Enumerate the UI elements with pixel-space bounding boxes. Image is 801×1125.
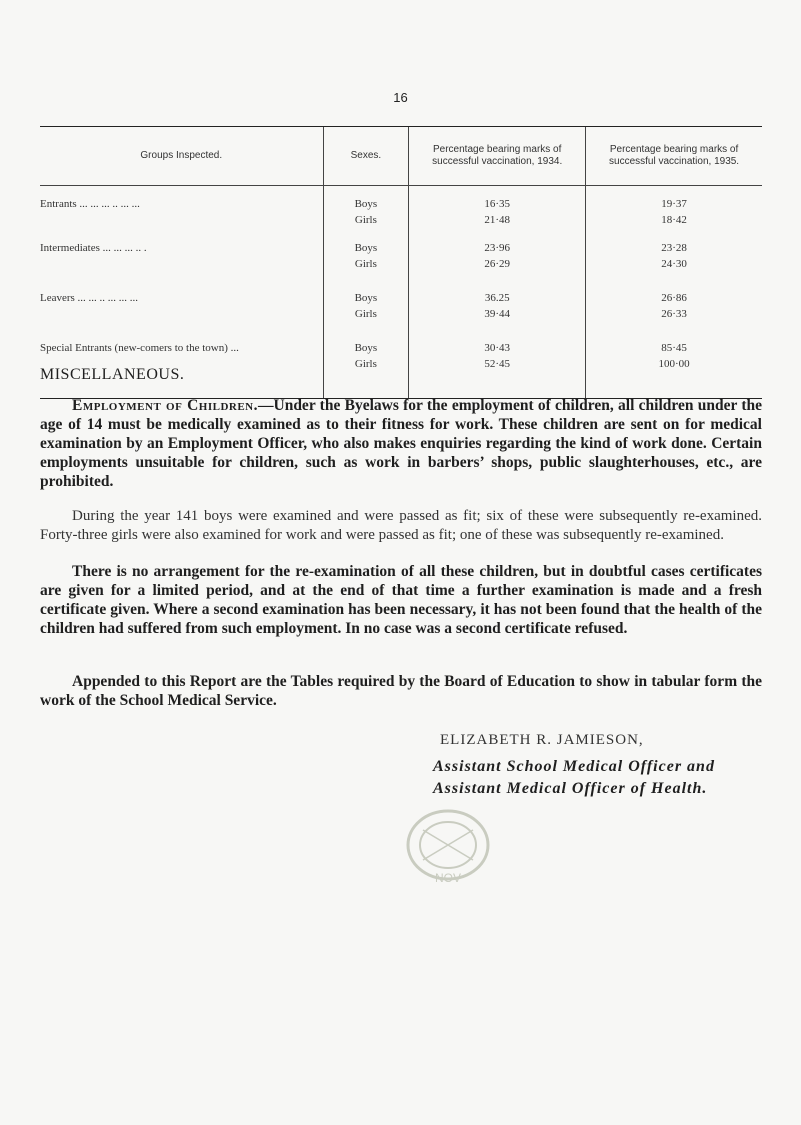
paragraph-re-examination: There is no arrangement for the re-examination of all these children, but in doubtful cases certificates are given for a limited period, and at the end of that time a further examination is made and a fresh certificate given. Where a second examination has been necessary, it has not been found that the health of the children had suffered from such employment. In no case was a second certificate refused. [40,563,762,637]
pct-1934-boys: 16·35 [484,198,511,210]
sex-boys: Boys [354,342,378,354]
pct-1934-girls: 52·45 [484,358,511,370]
pct-1935-cell [586,340,762,399]
pct-1935-girls: 100·00 [658,358,690,370]
page-number: 16 [393,90,408,105]
signature-name: ELIZABETH R. JAMIESON, [440,732,644,748]
pct-1934-girls: 21·48 [484,214,511,226]
sex-girls: Girls [354,214,377,226]
pct-1935-girls: 18·42 [661,214,687,226]
table-row [40,240,762,290]
pct-1935-boys: 19·37 [661,198,687,210]
stamp-text: NOV [434,871,462,885]
table-row [40,290,762,340]
pct-1935-boys: 26·86 [661,292,687,304]
pct-1935-boys: 23·28 [661,242,687,254]
pct-1935-cell [586,240,762,290]
pct-1934-boys: 23·96 [484,242,511,254]
header-groups: Groups Inspected. [40,127,323,186]
header-sexes: Sexes. [323,127,409,186]
pct-1934-boys: 36.25 [484,292,510,304]
pct-1934-cell [409,340,586,399]
pct-1934-cell [409,186,586,241]
paragraph-appendix: Appended to this Report are the Tables required by the Board of Education to show in tabular form the work of the School Medical Service. [40,673,762,709]
sex-boys: Boys [354,242,378,254]
sex-girls: Girls [354,308,377,320]
group-name: Entrants ... ... ... .. ... ... [40,198,140,210]
vaccination-table [40,126,762,399]
sexes-cell [323,290,409,340]
header-pct-1935: Percentage bearing marks of successful vaccination, 1935. [586,127,762,186]
sex-boys: Boys [354,198,378,210]
pct-1935-girls: 26·33 [661,308,687,320]
library-stamp-icon [393,800,503,890]
paragraph-lead: Employment of Children. [72,397,258,414]
paragraph-examinations: During the year 141 boys were examined and were passed as fit; six of these were subsequently re-examined. Forty-three girls were also examined for work and were passed as fit; one of these was subsequently re-examined. [40,508,762,543]
sexes-cell [323,186,409,241]
pct-1935-cell [586,290,762,340]
sex-girls: Girls [354,258,377,270]
signature-title-2: Assistant Medical Officer of Health. [433,780,708,797]
table-header-row [40,127,762,186]
paragraph-body: —Under the Byelaws for the employment of children, all children under the age of 14 must be medically examined as to their fitness for work. These children are sent on for medical examination by an Employment Officer, who also makes enquiries regarding the kind of work done. Certain employments unsuitable for children, such as work in barbers’ shops, public slaughterhouses, etc., are prohibited. [40,397,763,490]
pct-1934-cell [409,240,586,290]
pct-1935-cell [586,186,762,241]
sex-boys: Boys [354,292,378,304]
header-pct-1934: Percentage bearing marks of successful vaccination, 1934. [409,127,586,186]
pct-1934-boys: 30·43 [484,342,511,354]
section-heading: MISCELLANEOUS. [40,366,185,383]
pct-1934-girls: 39·44 [484,308,511,320]
table-row [40,186,762,241]
sexes-cell [323,240,409,290]
signature-title-1: Assistant School Medical Officer and [433,758,715,775]
pct-1935-boys: 85·45 [661,342,687,354]
paragraph-employment [40,396,762,491]
group-name: Intermediates ... ... ... .. . [40,242,147,254]
sexes-cell [323,340,409,399]
group-name: Special Entrants (new-comers to the town) ... [40,340,323,399]
group-name: Leavers ... ... .. ... ... ... [40,292,139,304]
sex-girls: Girls [354,358,377,370]
pct-1934-girls: 26·29 [484,258,511,270]
pct-1934-cell [409,290,586,340]
pct-1935-girls: 24·30 [661,258,687,270]
